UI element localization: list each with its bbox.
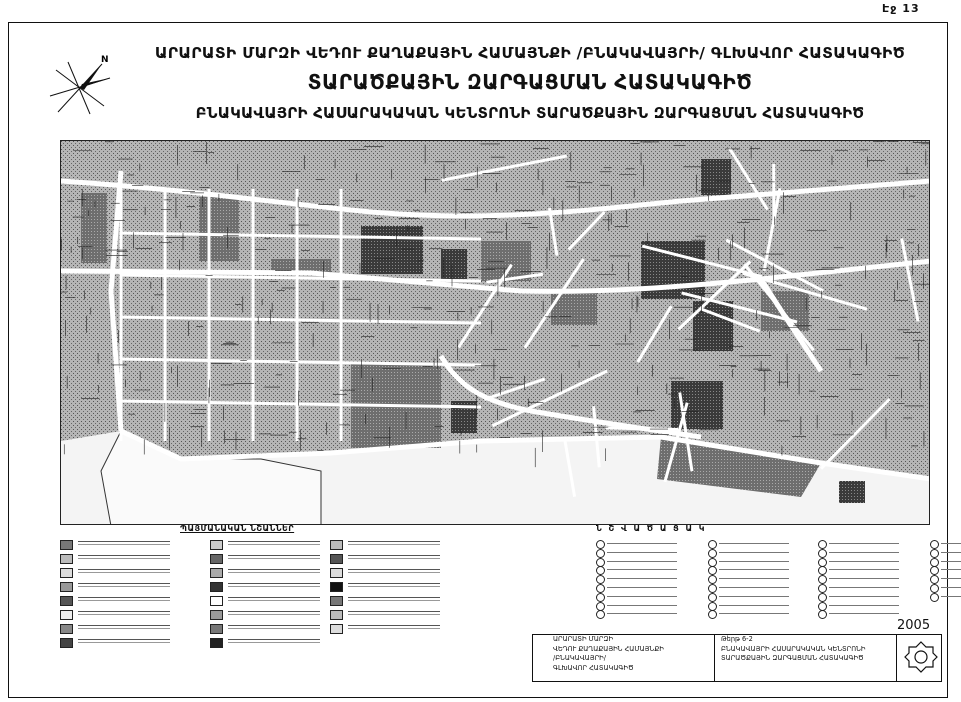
public-center-block bbox=[701, 159, 731, 195]
list-text-line bbox=[829, 552, 899, 553]
number-marker bbox=[818, 610, 827, 619]
list-text-line bbox=[607, 569, 677, 570]
legend-swatch bbox=[330, 624, 343, 634]
legend-text-line bbox=[78, 541, 170, 545]
list-text-line bbox=[719, 605, 789, 606]
legend-text-line bbox=[78, 597, 170, 601]
title-community: ԱՐԱՐԱՏԻ ՄԱՐԶԻ ՎԵԴՈՒ ՔԱՂԱՔԱՅԻՆ ՀԱՄԱՅՆՔԻ /ԲՆԱԿԱՎԱՅՐԻ/ ԳԼԽԱՎՈՐ ՀԱՏԱԿԱԳԻԾ bbox=[154, 44, 906, 62]
year: 2005 bbox=[897, 618, 931, 633]
number-marker bbox=[708, 566, 717, 575]
number-marker bbox=[930, 584, 939, 593]
title-block-line: ՏԱՐԱԾՔԱՅԻՆ ԶԱՐԳԱՑՄԱՆ ՀԱՏԱԿԱԳԻԾ bbox=[721, 654, 864, 662]
legend-swatch bbox=[330, 554, 343, 564]
legend-swatch bbox=[210, 610, 223, 620]
number-marker bbox=[818, 549, 827, 558]
list-text-line bbox=[829, 578, 899, 579]
number-marker bbox=[596, 610, 605, 619]
list-text-line bbox=[829, 613, 899, 614]
legend-swatch bbox=[210, 582, 223, 592]
list-text-line bbox=[941, 543, 961, 544]
list-text-line bbox=[607, 552, 677, 553]
number-marker bbox=[596, 558, 605, 567]
legend-swatch bbox=[210, 568, 223, 578]
legend-swatch bbox=[210, 638, 223, 648]
list-text-line bbox=[719, 543, 789, 544]
number-marker bbox=[818, 566, 827, 575]
title-block-right bbox=[715, 635, 897, 681]
city-plan-map[interactable] bbox=[60, 140, 930, 525]
number-marker bbox=[596, 593, 605, 602]
list-text-line bbox=[941, 578, 961, 579]
number-marker bbox=[708, 575, 717, 584]
list-text-line bbox=[719, 552, 789, 553]
title-block-left bbox=[533, 635, 715, 681]
map-canvas bbox=[61, 141, 930, 525]
emblem-icon bbox=[903, 639, 939, 675]
list-text-line bbox=[607, 543, 677, 544]
number-marker bbox=[818, 558, 827, 567]
title-block-line: /ԲՆԱԿԱՎԱՅՐԻ/ bbox=[553, 654, 606, 662]
legend-swatch bbox=[330, 540, 343, 550]
legend-text-line bbox=[78, 639, 170, 643]
legend-swatch bbox=[330, 596, 343, 606]
title-block-line: ԳԼԽԱՎՈՐ ՀԱՏԱԿԱԳԻԾ bbox=[553, 663, 634, 672]
legend-swatch bbox=[330, 568, 343, 578]
number-marker bbox=[930, 540, 939, 549]
park-area bbox=[81, 193, 107, 263]
list-text-line bbox=[941, 561, 961, 562]
legend-text-line bbox=[348, 583, 440, 587]
list-text-line bbox=[829, 596, 899, 597]
number-marker bbox=[818, 602, 827, 611]
list-text-line bbox=[719, 587, 789, 588]
legend-text-line bbox=[78, 569, 170, 573]
list-text-line bbox=[719, 613, 789, 614]
legend-text-line bbox=[78, 625, 170, 629]
list-text-line bbox=[607, 596, 677, 597]
public-center-block bbox=[671, 381, 723, 429]
public-center-block bbox=[761, 291, 809, 331]
title-block-line: ԱՐԱՐԱՏԻ ՄԱՐԶԻ bbox=[553, 635, 614, 643]
legend-text-line bbox=[228, 625, 320, 629]
compass-rose-icon bbox=[44, 52, 116, 124]
number-marker bbox=[708, 602, 717, 611]
list-text-line bbox=[719, 596, 789, 597]
page-number: Էջ 13 bbox=[882, 2, 920, 15]
number-marker bbox=[818, 540, 827, 549]
legend-text-line bbox=[228, 583, 320, 587]
legend-swatch bbox=[60, 540, 73, 550]
numbered-facilities-list bbox=[478, 540, 898, 620]
list-text-line bbox=[607, 578, 677, 579]
svg-text:N: N bbox=[101, 55, 109, 65]
legend-text-line bbox=[348, 569, 440, 573]
sheet-number: Թերթ 6-2 bbox=[721, 635, 753, 643]
list-text-line bbox=[719, 569, 789, 570]
legend-swatch bbox=[60, 624, 73, 634]
legend-swatch bbox=[60, 582, 73, 592]
number-marker bbox=[596, 602, 605, 611]
number-marker bbox=[930, 549, 939, 558]
list-text-line bbox=[607, 605, 677, 606]
legend-text-line bbox=[78, 583, 170, 587]
legend-text-line bbox=[78, 555, 170, 559]
public-center-block bbox=[361, 226, 423, 274]
legend-swatch bbox=[60, 610, 73, 620]
legend-swatch bbox=[60, 596, 73, 606]
list-text-line bbox=[941, 569, 961, 570]
legend-text-line bbox=[228, 611, 320, 615]
legend-text-line bbox=[348, 597, 440, 601]
legend-text-line bbox=[228, 569, 320, 573]
list-text-line bbox=[941, 552, 961, 553]
number-marker bbox=[708, 593, 717, 602]
number-marker bbox=[708, 584, 717, 593]
legend-text-line bbox=[228, 639, 320, 643]
legend-swatch bbox=[60, 554, 73, 564]
legend-swatch bbox=[210, 554, 223, 564]
legend-text-line bbox=[228, 555, 320, 559]
list-text-line bbox=[829, 587, 899, 588]
public-center-block bbox=[839, 481, 865, 503]
number-marker bbox=[930, 558, 939, 567]
list-text-line bbox=[941, 596, 961, 597]
legend-swatch bbox=[330, 582, 343, 592]
number-marker bbox=[930, 593, 939, 602]
number-marker bbox=[596, 584, 605, 593]
number-marker bbox=[596, 549, 605, 558]
legend-text-line bbox=[348, 555, 440, 559]
legend-text-line bbox=[228, 597, 320, 601]
list-text-line bbox=[607, 613, 677, 614]
legend-swatch bbox=[60, 568, 73, 578]
number-marker bbox=[596, 540, 605, 549]
list-text-line bbox=[941, 587, 961, 588]
legend-text-line bbox=[348, 611, 440, 615]
list-text-line bbox=[719, 578, 789, 579]
map-legend bbox=[60, 540, 530, 660]
legend-swatch bbox=[210, 540, 223, 550]
number-marker bbox=[596, 566, 605, 575]
legend-swatch bbox=[210, 596, 223, 606]
number-marker bbox=[708, 540, 717, 549]
title-block-line: ԲՆԱԿԱՎԱՅՐԻ ՀԱՍԱՐԱԿԱԿԱՆ ԿԵՆՏՐՈՆԻ bbox=[721, 644, 866, 653]
number-marker bbox=[818, 593, 827, 602]
park-area bbox=[199, 197, 239, 261]
number-marker bbox=[708, 558, 717, 567]
title-sub: ԲՆԱԿԱՎԱՅՐԻ ՀԱՍԱՐԱԿԱԿԱՆ ԿԵՆՏՐՈՆԻ ՏԱՐԱԾՔԱՅԻՆ ԶԱՐԳԱՑՄԱՆ ՀԱՏԱԿԱԳԻԾ bbox=[195, 104, 865, 122]
title-block-line: ՎԵԴՈՒ ՔԱՂԱՔԱՅԻՆ ՀԱՄԱՅՆՔԻ bbox=[553, 644, 664, 653]
legend-text-line bbox=[228, 541, 320, 545]
list-text-line bbox=[829, 569, 899, 570]
number-marker bbox=[708, 549, 717, 558]
list-text-line bbox=[607, 561, 677, 562]
number-marker bbox=[818, 584, 827, 593]
legend-text-line bbox=[348, 541, 440, 545]
list-text-line bbox=[719, 561, 789, 562]
legend-text-line bbox=[348, 625, 440, 629]
legend-swatch bbox=[330, 610, 343, 620]
numbered-list-title: Ն Շ Վ Ա Ծ Ա Ց Ա Կ bbox=[596, 524, 707, 533]
number-marker bbox=[818, 575, 827, 584]
legend-swatch bbox=[210, 624, 223, 634]
title-block bbox=[532, 634, 942, 682]
legend-swatch bbox=[60, 638, 73, 648]
list-text-line bbox=[829, 561, 899, 562]
public-center-block bbox=[441, 249, 467, 279]
title-main: ՏԱՐԱԾՔԱՅԻՆ ԶԱՐԳԱՑՄԱՆ ՀԱՏԱԿԱԳԻԾ bbox=[307, 70, 753, 94]
legend-text-line bbox=[78, 611, 170, 615]
list-text-line bbox=[829, 543, 899, 544]
legend-title: ՊԱՅՄԱՆԱԿԱՆ ՆՇԱՆՆԵՐ bbox=[180, 524, 295, 533]
number-marker bbox=[596, 575, 605, 584]
number-marker bbox=[708, 610, 717, 619]
list-text-line bbox=[607, 587, 677, 588]
list-text-line bbox=[829, 605, 899, 606]
